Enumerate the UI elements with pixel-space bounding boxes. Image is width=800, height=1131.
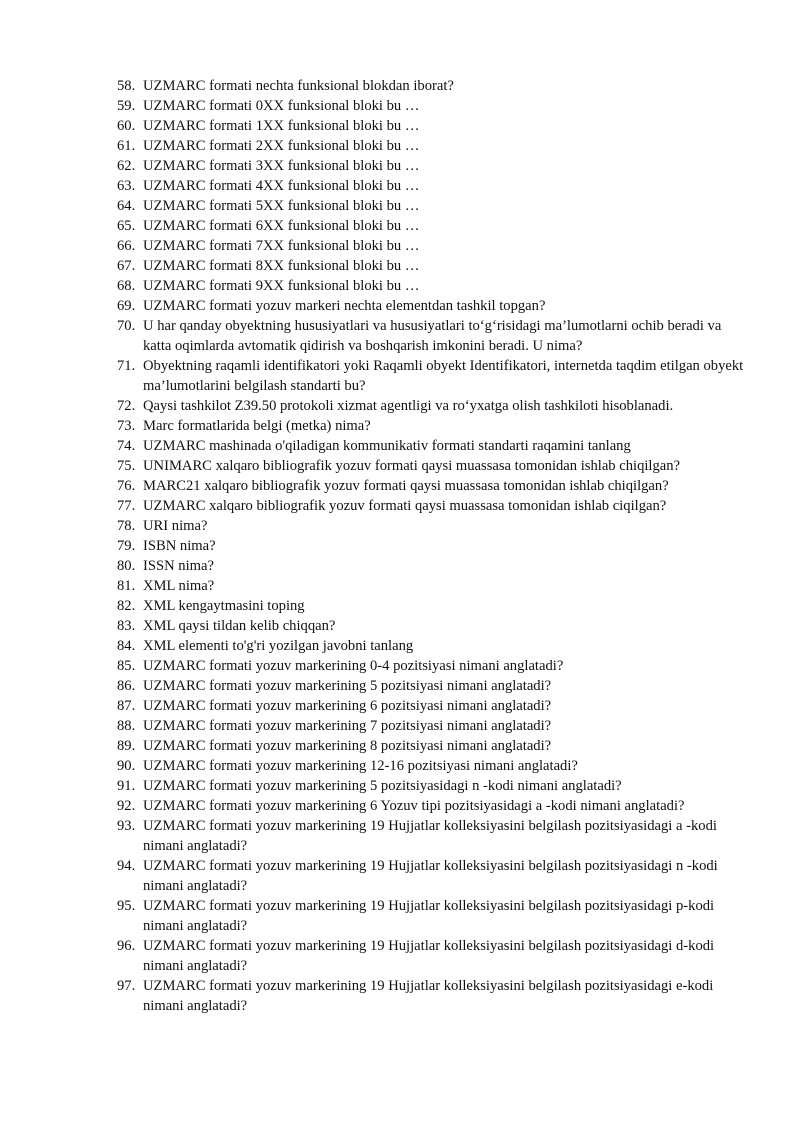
question-text: UZMARC formati 4XX funksional bloki bu …: [143, 178, 420, 194]
question-number: 81.: [117, 578, 136, 594]
question-item: [117, 816, 745, 856]
question-item: [117, 456, 745, 476]
question-text: UZMARC xalqaro bibliografik yozuv formati qaysi muassasa tomonidan ishlab ciqilgan?: [143, 498, 667, 514]
question-number: 68.: [117, 278, 136, 294]
question-number: 85.: [117, 658, 136, 674]
question-number: 77.: [117, 498, 136, 514]
question-number: 61.: [117, 138, 136, 154]
question-text: UZMARC formati yozuv markerining 12-16 pozitsiyasi nimani anglatadi?: [143, 758, 578, 774]
question-item: [117, 496, 745, 516]
question-number: 64.: [117, 198, 136, 214]
question-text: UZMARC formati yozuv markerining 8 pozitsiyasi nimani anglatadi?: [143, 738, 552, 754]
question-text: URI nima?: [143, 518, 208, 534]
question-text: UNIMARC xalqaro bibliografik yozuv formati qaysi muassasa tomonidan ishlab chiqilgan?: [143, 458, 681, 474]
question-number: 80.: [117, 558, 136, 574]
question-text: Qaysi tashkilot Z39.50 protokoli xizmat agentligi va ro‘yxatga olish tashkiloti hisoblanadi.: [143, 398, 674, 414]
question-number: 83.: [117, 618, 136, 634]
question-list: [117, 76, 745, 1016]
question-item: [117, 96, 745, 116]
question-item: [117, 616, 745, 636]
question-text: UZMARC formati nechta funksional blokdan iborat?: [143, 78, 454, 94]
question-item: [117, 136, 745, 156]
question-text: Obyektning raqamli identifikatori yoki Raqamli obyekt Identifikatori, internetda taqdim etilgan obyekt ma’lumotlarini belgilash standarti bu?: [143, 358, 744, 394]
question-number: 60.: [117, 118, 136, 134]
question-number: 92.: [117, 798, 136, 814]
question-item: [117, 716, 745, 736]
question-item: [117, 356, 745, 396]
question-text: UZMARC mashinada o'qiladigan kommunikativ formati standarti raqamini tanlang: [143, 438, 631, 454]
question-item: [117, 796, 745, 816]
question-text: UZMARC formati 5XX funksional bloki bu …: [143, 198, 420, 214]
question-number: 59.: [117, 98, 136, 114]
question-text: UZMARC formati yozuv markerining 5 pozitsiyasidagi n -kodi nimani anglatadi?: [143, 778, 622, 794]
question-item: [117, 596, 745, 616]
question-number: 69.: [117, 298, 136, 314]
question-number: 89.: [117, 738, 136, 754]
question-text: Marc formatlarida belgi (metka) nima?: [143, 418, 371, 434]
question-number: 96.: [117, 938, 136, 954]
question-number: 88.: [117, 718, 136, 734]
question-text: UZMARC formati yozuv markerining 19 Hujjatlar kolleksiyasini belgilash pozitsiyasidagi e-kodi nimani anglatadi?: [143, 978, 714, 1014]
question-text: UZMARC formati yozuv markerining 5 pozitsiyasi nimani anglatadi?: [143, 678, 552, 694]
question-text: XML elementi to'g'ri yozilgan javobni tanlang: [143, 638, 414, 654]
question-text: UZMARC formati 9XX funksional bloki bu …: [143, 278, 420, 294]
question-item: [117, 696, 745, 716]
question-number: 91.: [117, 778, 136, 794]
question-number: 72.: [117, 398, 136, 414]
question-item: [117, 636, 745, 656]
question-item: [117, 316, 745, 356]
question-text: UZMARC formati yozuv markerining 6 Yozuv tipi pozitsiyasidagi a -kodi nimani anglatadi?: [143, 798, 685, 814]
question-text: UZMARC formati yozuv markerining 19 Hujjatlar kolleksiyasini belgilash pozitsiyasidagi d-kodi nimani anglatadi?: [143, 938, 715, 974]
question-item: [117, 416, 745, 436]
question-text: ISSN nima?: [143, 558, 214, 574]
question-number: 76.: [117, 478, 136, 494]
question-number: 65.: [117, 218, 136, 234]
question-number: 82.: [117, 598, 136, 614]
question-number: 71.: [117, 358, 136, 374]
question-item: [117, 676, 745, 696]
question-number: 70.: [117, 318, 136, 334]
question-text: UZMARC formati 1XX funksional bloki bu …: [143, 118, 420, 134]
question-number: 84.: [117, 638, 136, 654]
question-text: U har qanday obyektning hususiyatlari va hususiyatlari to‘g‘risidagi ma’lumotlarni ochib beradi va katta oqimlarda avtomatik qidirish va boshqarish imkonini beradi. U nima?: [143, 318, 722, 354]
question-text: UZMARC formati yozuv markerining 19 Hujjatlar kolleksiyasini belgilash pozitsiyasidagi a -kodi nimani anglatadi?: [143, 818, 717, 854]
question-item: [117, 976, 745, 1016]
question-item: [117, 396, 745, 416]
question-item: [117, 76, 745, 96]
question-text: MARC21 xalqaro bibliografik yozuv formati qaysi muassasa tomonidan ishlab chiqilgan?: [143, 478, 669, 494]
question-text: XML nima?: [143, 578, 215, 594]
question-number: 63.: [117, 178, 136, 194]
question-item: [117, 236, 745, 256]
question-number: 97.: [117, 978, 136, 994]
question-text: UZMARC formati yozuv markerining 7 pozitsiyasi nimani anglatadi?: [143, 718, 552, 734]
question-item: [117, 176, 745, 196]
question-text: UZMARC formati yozuv markerining 0-4 pozitsiyasi nimani anglatadi?: [143, 658, 564, 674]
question-number: 90.: [117, 758, 136, 774]
question-text: UZMARC formati 7XX funksional bloki bu …: [143, 238, 420, 254]
question-text: UZMARC formati yozuv markeri nechta elementdan tashkil topgan?: [143, 298, 546, 314]
question-text: UZMARC formati yozuv markerining 19 Hujjatlar kolleksiyasini belgilash pozitsiyasidagi p-kodi nimani anglatadi?: [143, 898, 715, 934]
question-text: UZMARC formati yozuv markerining 6 pozitsiyasi nimani anglatadi?: [143, 698, 552, 714]
question-item: [117, 656, 745, 676]
question-number: 58.: [117, 78, 136, 94]
question-text: XML qaysi tildan kelib chiqqan?: [143, 618, 336, 634]
question-number: 62.: [117, 158, 136, 174]
question-number: 79.: [117, 538, 136, 554]
question-number: 66.: [117, 238, 136, 254]
question-text: UZMARC formati 0XX funksional bloki bu …: [143, 98, 420, 114]
question-item: [117, 436, 745, 456]
question-item: [117, 256, 745, 276]
question-item: [117, 156, 745, 176]
question-number: 67.: [117, 258, 136, 274]
question-number: 93.: [117, 818, 136, 834]
question-item: [117, 736, 745, 756]
question-item: [117, 196, 745, 216]
question-item: [117, 936, 745, 976]
question-item: [117, 276, 745, 296]
question-item: [117, 856, 745, 896]
question-text: UZMARC formati 3XX funksional bloki bu …: [143, 158, 420, 174]
question-number: 86.: [117, 678, 136, 694]
question-item: [117, 516, 745, 536]
question-number: 95.: [117, 898, 136, 914]
question-item: [117, 556, 745, 576]
question-item: [117, 756, 745, 776]
question-item: [117, 576, 745, 596]
question-item: [117, 896, 745, 936]
question-item: [117, 116, 745, 136]
question-item: [117, 296, 745, 316]
question-number: 94.: [117, 858, 136, 874]
question-item: [117, 536, 745, 556]
question-text: UZMARC formati 8XX funksional bloki bu …: [143, 258, 420, 274]
question-text: XML kengaytmasini toping: [143, 598, 305, 614]
question-number: 78.: [117, 518, 136, 534]
question-text: UZMARC formati yozuv markerining 19 Hujjatlar kolleksiyasini belgilash pozitsiyasidagi n -kodi nimani anglatadi?: [143, 858, 718, 894]
question-number: 75.: [117, 458, 136, 474]
question-item: [117, 476, 745, 496]
question-number: 87.: [117, 698, 136, 714]
question-text: UZMARC formati 6XX funksional bloki bu …: [143, 218, 420, 234]
question-item: [117, 216, 745, 236]
question-text: ISBN nima?: [143, 538, 216, 554]
question-number: 74.: [117, 438, 136, 454]
question-item: [117, 776, 745, 796]
question-number: 73.: [117, 418, 136, 434]
question-text: UZMARC formati 2XX funksional bloki bu …: [143, 138, 420, 154]
